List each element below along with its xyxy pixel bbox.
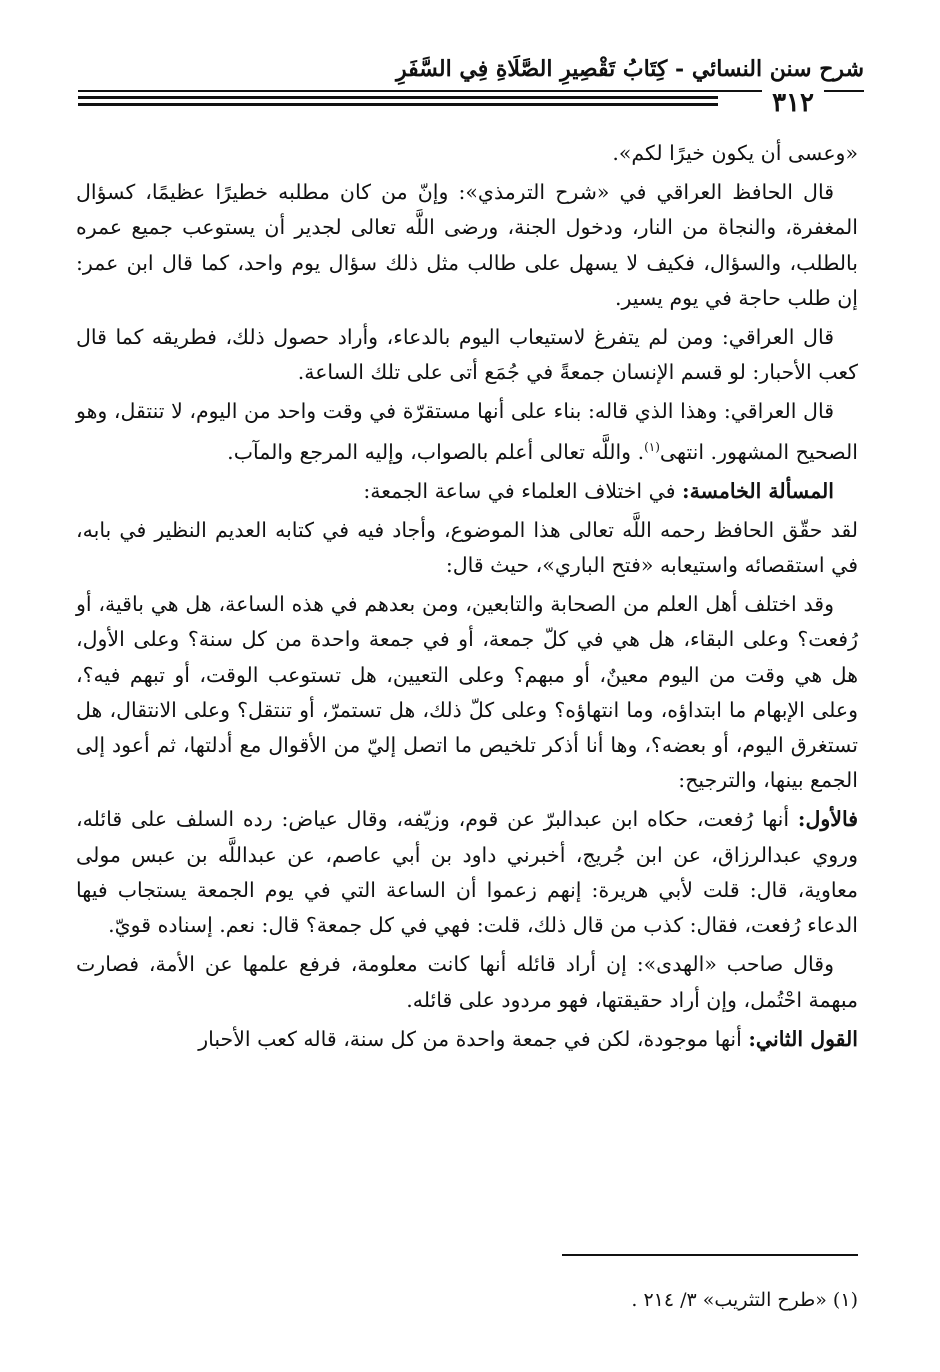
first-opinion-text: أنها رُفعت، حكاه ابن عبدالبرّ عن قوم، وزيّفه، وقال عياض: رده السلف على قائله، وروي عبدالرزاق، عن ابن جُريج، أخبرني داود بن أبي عاصم، عن عبداللَّه بن عبس مولى معاوية، قال: قلت لأبي هريرة: إنهم زعموا أن الساعة التي في يوم الجمعة يستجاب فيها الدعاء رُفعت، فقال: كذب من قال ذلك، قلت: فهي في كل جمعة؟ قال: نعم. إسناده قويّ. [76,807,858,938]
paragraph-9: وقال صاحب «الهدى»: إن أراد قائله أنها كانت معلومة، فرفع علمها عن الأمة، فصارت مبهمة احْتُمل، وإن أراد حقيقتها، فهو مردود على قائله. [76,952,858,1012]
paragraph-3: قال العراقي: ومن لم يتفرغ لاستيعاب اليوم بالدعاء، وأراد حصول ذلك، فطريقه كما قال كعب الأحبار: لو قسم الإنسان جمعةً في جُمَع أتى على تلك الساعة. [76,325,858,385]
paragraph-4 [76,394,858,469]
paragraph-4-continuation: . واللَّه تعالى أعلم بالصواب، وإليه المرجع والمآب. [227,439,645,464]
running-title: شرح سنن النسائي - كِتَابُ تَقْصِيرِ الصَّلَاةِ فِي السَّفَرِ [396,56,864,82]
header-rule-thin [78,90,864,92]
first-opinion-label: فالأول: [797,807,858,832]
paragraph-4-text: قال العراقي: وهذا الذي قاله: بناء على أنها مستقرّة في وقت واحد من اليوم، لا تنتقل، وهو الصحيح المشهور. انتهى [76,399,858,464]
second-opinion-text: أنها موجودة، لكن في جمعة واحدة من كل سنة، قاله كعب الأحبار [198,1026,749,1051]
section-heading: المسألة الخامسة: [682,478,834,503]
footnote-marker: (١) [644,439,660,454]
paragraph-7: وقد اختلف أهل العلم من الصحابة والتابعين، ومن بعدهم في هذه الساعة، هل هي باقية، أو رُفعت؟ وعلى البقاء، هل هي في كلّ جمعة، أو في جمعة واحدة من كل سنة؟ وعلى الأول، هل هي وقت من اليوم معينٌ، أو مبهم؟ وعلى التعيين، هل تستوعب الوقت، أو تبهم فيه؟، وعلى الإبهام ما ابتداؤه، وما انتهاؤه؟ وعلى كلّ ذلك، هل تستمرّ، أو تنتقل؟ وعلى الانتقال، هل تستغرق اليوم، أو بعضه؟، وها أنا أذكر تلخيص ما اتصل إليّ من الأقوال مع أدلتها، ثم أعود إلى الجمع بينها، والترجيح: [76,592,858,793]
header-rule-thick-top [78,96,718,99]
second-opinion-label: القول الثاني: [748,1026,858,1051]
paragraph-1: «وعسى أن يكون خيرًا لكم». [612,141,858,165]
main-text [76,136,858,1061]
paragraph-2: قال الحافظ العراقي في «شرح الترمذي»: وإنّ من كان مطلبه خطيرًا عظيمًا، كسؤال المغفرة، والنجاة من النار، ودخول الجنة، ورضى اللَّه تعالى لجدير أن يستوعب جميع عمره بالطلب، والسؤال، فكيف لا يسهل على طالب مثل ذلك سؤال يوم واحد، كما قال ابن عمر: إن طلب حاجة في يوم يسير. [76,180,858,310]
paragraph-10 [76,1022,858,1057]
footnote-separator [562,1254,858,1256]
footnote: (١) «طرح التثريب» ٣/ ٢١٤ . [631,1289,858,1311]
paragraph-6: لقد حقّق الحافظ رحمه اللَّه تعالى هذا الموضوع، وأجاد فيه في كتابه العديم النظير في بابه، في استقصائه واستيعابه «فتح الباري»، حيث قال: [76,517,858,578]
header-rule-thick-bottom [78,103,718,106]
section-heading-text: في اختلاف العلماء في ساعة الجمعة: [363,478,683,503]
paragraph-5 [76,474,858,509]
page-number: ٣١٢ [762,88,824,118]
page-header [78,52,864,118]
paragraph-8 [76,802,858,943]
